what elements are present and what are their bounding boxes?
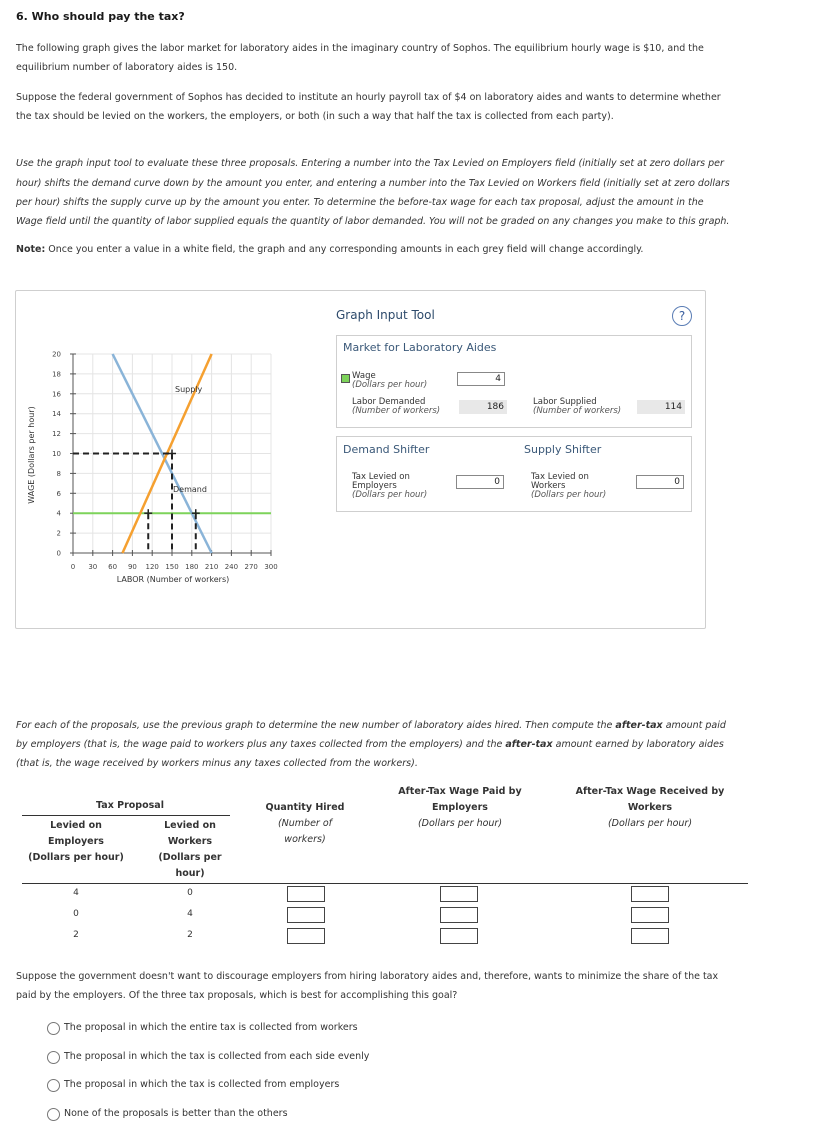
tax-proposal-header: Tax Proposal <box>96 800 164 811</box>
tax-workers-label: Tax Levied on Workers (Dollars per hour) <box>531 472 607 500</box>
y-tick-label: 8 <box>56 469 61 478</box>
part2-line-2: by employers (that is, the wage paid to workers plus any taxes collected from the employers) and the after-tax amount earned by laboratory aides <box>16 739 724 750</box>
option-1-label[interactable]: The proposal in which the entire tax is collected from workers <box>64 1022 358 1033</box>
col-header-workers: Levied on Workers (Dollars per hour) <box>158 820 222 879</box>
instruction-line-2: hour) shifts the demand curve down by the amount you enter, and entering a number into the Tax Levied on Workers field (initially set at zero dollars <box>16 178 730 189</box>
option-2-radio[interactable] <box>47 1051 60 1064</box>
part3-line-1: Suppose the government doesn't want to discourage employers from hiring laboratory aides and, therefore, wants to minimize the share of the tax <box>16 971 719 982</box>
row2-employers: 0 <box>73 909 79 919</box>
note-label: Note: <box>16 244 46 255</box>
row2-workers: 4 <box>187 909 193 919</box>
x-tick-label: 240 <box>224 563 239 571</box>
x-tick-label: 30 <box>88 563 98 571</box>
row3-workers: 2 <box>187 930 193 940</box>
y-axis-label: WAGE (Dollars per hour) <box>27 406 36 504</box>
labor-supplied-value: 114 <box>637 400 685 414</box>
row3-employers: 2 <box>73 930 79 940</box>
option-2-label[interactable]: The proposal in which the tax is collected from each side evenly <box>64 1051 370 1062</box>
x-tick-label: 90 <box>127 563 137 571</box>
demand-shifter-title: Demand Shifter <box>343 443 430 456</box>
intro-line-4: the tax should be levied on the workers, the employers, or both (in such a way that half the tax is collected from each party). <box>16 111 614 122</box>
x-tick-label: 120 <box>145 563 159 571</box>
option-1-radio[interactable] <box>47 1022 60 1035</box>
wage-input[interactable]: 4 <box>457 372 505 386</box>
tax-proposal-underline <box>22 815 230 816</box>
x-tick-label: 270 <box>244 563 258 571</box>
x-tick-label: 0 <box>70 563 76 571</box>
y-tick-label: 10 <box>52 450 61 458</box>
y-tick-label: 0 <box>56 549 61 558</box>
y-tick-label: 12 <box>52 430 61 439</box>
intro-line-1: The following graph gives the labor market for laboratory aides in the imaginary country of Sophos. The equilibrium hourly wage is $10, and the <box>16 43 704 54</box>
labor-demanded-value: 186 <box>459 400 507 414</box>
part2-line-1: For each of the proposals, use the previous graph to determine the new number of laboratory aides hired. Then compute the after-tax amount paid <box>16 720 726 731</box>
wage-label: Wage (Dollars per hour) <box>352 371 428 390</box>
intro-line-3: Suppose the federal government of Sophos has decided to institute an hourly payroll tax of $4 on laboratory aides and wants to determine whether <box>16 92 721 103</box>
option-3-label[interactable]: The proposal in which the tax is collected from employers <box>64 1079 340 1090</box>
option-4-radio[interactable] <box>47 1108 60 1121</box>
instruction-line-1: Use the graph input tool to evaluate these three proposals. Entering a number into the Tax Levied on Employers field (initially set at zero dollars per <box>16 158 724 169</box>
row2-paid-input[interactable] <box>440 907 478 923</box>
x-tick-label: 180 <box>185 563 199 571</box>
col-header-quantity: Quantity Hired (Number of workers) <box>265 802 345 845</box>
help-icon[interactable]: ? <box>672 306 692 326</box>
x-tick-label: 300 <box>264 563 278 571</box>
x-axis-label: LABOR (Number of workers) <box>116 575 230 584</box>
part2-line-3: (that is, the wage received by workers minus any taxes collected from the workers). <box>16 758 418 769</box>
supply-shifter-title: Supply Shifter <box>524 443 602 456</box>
tax-employers-input[interactable]: 0 <box>456 475 504 489</box>
option-4-label[interactable]: None of the proposals is better than the others <box>64 1108 288 1119</box>
labor-demanded-label: Labor Demanded (Number of workers) <box>352 397 441 416</box>
y-tick-label: 6 <box>56 489 61 498</box>
row1-received-input[interactable] <box>631 886 669 902</box>
row1-workers: 0 <box>187 888 193 898</box>
y-tick-label: 2 <box>56 529 61 538</box>
tax-employers-label: Tax Levied on Employers (Dollars per hour) <box>352 472 428 500</box>
x-tick-label: 60 <box>108 563 118 571</box>
intro-line-2: equilibrium number of laboratory aides is 150. <box>16 62 238 73</box>
y-tick-label: 14 <box>52 410 61 419</box>
row3-received-input[interactable] <box>631 928 669 944</box>
market-title: Market for Laboratory Aides <box>343 341 497 354</box>
x-tick-label: 210 <box>204 563 219 571</box>
demand-curve-label: Demand <box>173 485 207 494</box>
row1-quantity-input[interactable] <box>287 886 325 902</box>
labor-supplied-label: Labor Supplied (Number of workers) <box>533 397 622 416</box>
supply-curve-label: Supply <box>175 385 203 394</box>
note <box>16 240 746 259</box>
y-tick-label: 18 <box>52 370 61 379</box>
wage-legend-swatch <box>341 374 350 383</box>
row3-quantity-input[interactable] <box>287 928 325 944</box>
col-header-paid: After-Tax Wage Paid by Employers (Dollars per hour) <box>398 786 522 829</box>
labor-market-graph[interactable] <box>20 340 320 590</box>
col-header-received: After-Tax Wage Received by Workers (Dollars per hour) <box>575 786 725 829</box>
tax-workers-input[interactable]: 0 <box>636 475 684 489</box>
instruction-line-4: Wage field until the quantity of labor supplied equals the quantity of labor demanded. You will not be graded on any changes you make to this graph. <box>16 216 730 227</box>
x-tick-label: 150 <box>165 563 179 571</box>
instruction-line-3: per hour) shifts the supply curve up by the amount you enter. To determine the before-tax wage for each tax proposal, adjust the amount in the <box>16 197 704 208</box>
row3-paid-input[interactable] <box>440 928 478 944</box>
row1-paid-input[interactable] <box>440 886 478 902</box>
note-text: Once you enter a value in a white field, the graph and any corresponding amounts in each grey field will change accordingly. <box>45 244 644 255</box>
col-header-employers: Levied on Employers (Dollars per hour) <box>28 820 124 863</box>
row1-employers: 4 <box>73 888 79 898</box>
row2-received-input[interactable] <box>631 907 669 923</box>
option-3-radio[interactable] <box>47 1079 60 1092</box>
part3-line-2: paid by the employers. Of the three tax proposals, which is best for accomplishing this goal? <box>16 990 458 1001</box>
row2-quantity-input[interactable] <box>287 907 325 923</box>
y-tick-label: 16 <box>52 390 61 399</box>
graph-input-tool-title: Graph Input Tool <box>336 308 435 322</box>
question-title: 6. Who should pay the tax? <box>16 10 185 23</box>
table-header-rule <box>22 883 748 884</box>
y-tick-label: 20 <box>52 350 61 359</box>
y-tick-label: 4 <box>56 509 61 518</box>
